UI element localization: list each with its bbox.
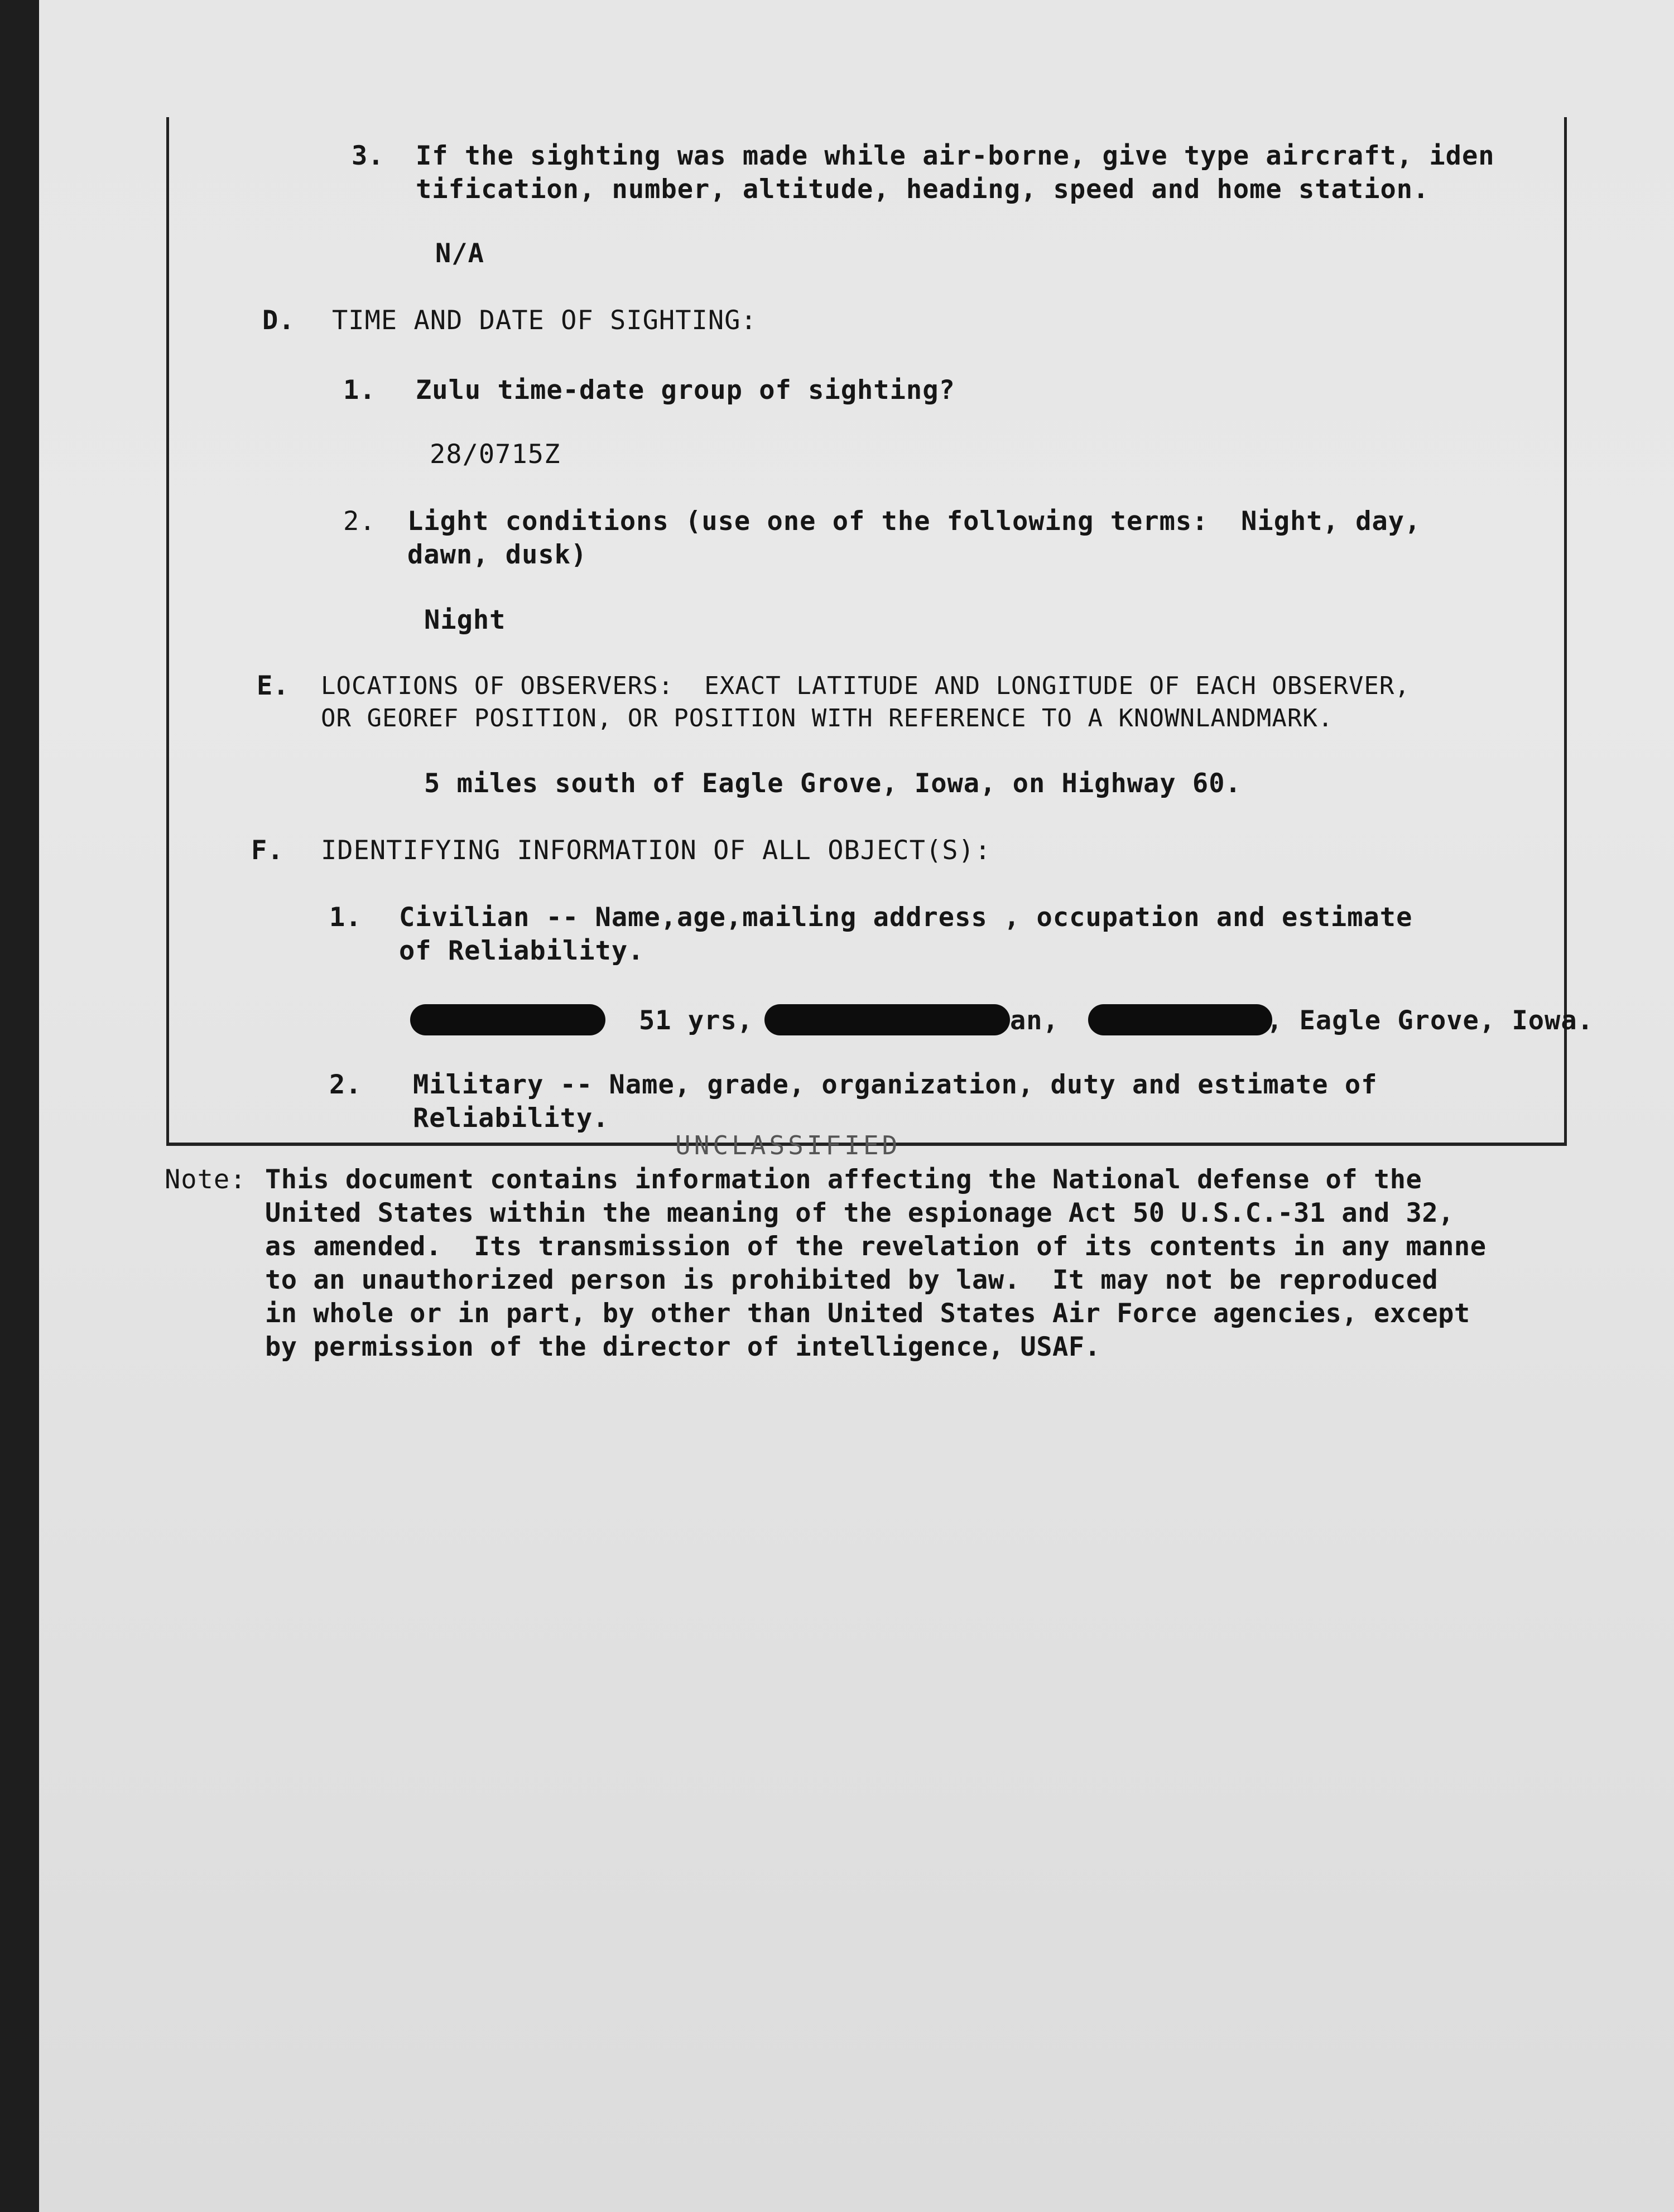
f-item1-age: 51 yrs, <box>639 1005 754 1036</box>
d-item2-question-line1: Light conditions (use one of the following terms: Night, day, <box>407 506 1421 537</box>
note-line-2: United States within the meaning of the espionage Act 50 U.S.C.-31 and 32, <box>265 1198 1454 1228</box>
f-item1-question-line1: Civilian -- Name,age,mailing address , occupation and estimate <box>399 902 1413 933</box>
f-item2-question-line2: Reliability. <box>413 1103 609 1134</box>
section-d-heading: TIME AND DATE OF SIGHTING: <box>332 305 757 336</box>
d-item1-number: 1. <box>343 375 376 406</box>
document-page <box>39 0 1674 2212</box>
f-item2-number: 2. <box>329 1069 362 1100</box>
section-e-letter: E. <box>257 671 290 701</box>
f-item1-question-line2: of Reliability. <box>399 936 644 966</box>
item3-answer: N/A <box>435 238 484 269</box>
section-e-heading-line2: OR GEOREF POSITION, OR POSITION WITH REFERENCE TO A KNOWNLANDMARK. <box>321 704 1334 732</box>
note-line-6: by permission of the director of intelligence, USAF. <box>265 1332 1101 1362</box>
note-line-3: as amended. Its transmission of the revelation of its contents in any manne <box>265 1231 1487 1262</box>
note-label: Note: <box>165 1164 247 1195</box>
item3-number: 3. <box>352 141 384 171</box>
form-box-border <box>166 117 1567 1146</box>
redacted-name <box>410 1004 605 1035</box>
f-item1-number: 1. <box>329 902 362 933</box>
d-item1-question: Zulu time-date group of sighting? <box>416 375 955 406</box>
section-f-heading: IDENTIFYING INFORMATION OF ALL OBJECT(S): <box>321 835 992 866</box>
d-item2-question-line2: dawn, dusk) <box>407 539 588 570</box>
d-item2-answer: Night <box>424 605 506 635</box>
section-f-letter: F. <box>251 835 284 866</box>
redacted-occupation <box>764 1004 1010 1035</box>
redacted-address <box>1088 1004 1272 1035</box>
note-line-1: This document contains information affecting the National defense of the <box>265 1164 1422 1195</box>
item3-question-line2: tification, number, altitude, heading, speed and home station. <box>416 174 1430 205</box>
f-item1-city: , Eagle Grove, Iowa. <box>1267 1005 1594 1036</box>
d-item1-answer: 28/0715Z <box>430 439 561 470</box>
d-item2-number: 2. <box>343 506 376 537</box>
classification-stamp: UNCLASSIFIED <box>675 1130 901 1160</box>
f-item1-occupation-tail: an, <box>1010 1005 1059 1036</box>
note-line-4: to an unauthorized person is prohibited by law. It may not be reproduced <box>265 1265 1439 1295</box>
section-e-heading-line1: LOCATIONS OF OBSERVERS: EXACT LATITUDE AND LONGITUDE OF EACH OBSERVER, <box>321 672 1410 700</box>
item3-question-line1: If the sighting was made while air-borne, give type aircraft, iden <box>416 141 1495 171</box>
section-d-letter: D. <box>262 305 295 336</box>
note-line-5: in whole or in part, by other than United States Air Force agencies, except <box>265 1298 1470 1329</box>
section-e-answer: 5 miles south of Eagle Grove, Iowa, on Highway 60. <box>424 768 1242 799</box>
f-item2-question-line1: Military -- Name, grade, organization, duty and estimate of <box>413 1069 1378 1100</box>
